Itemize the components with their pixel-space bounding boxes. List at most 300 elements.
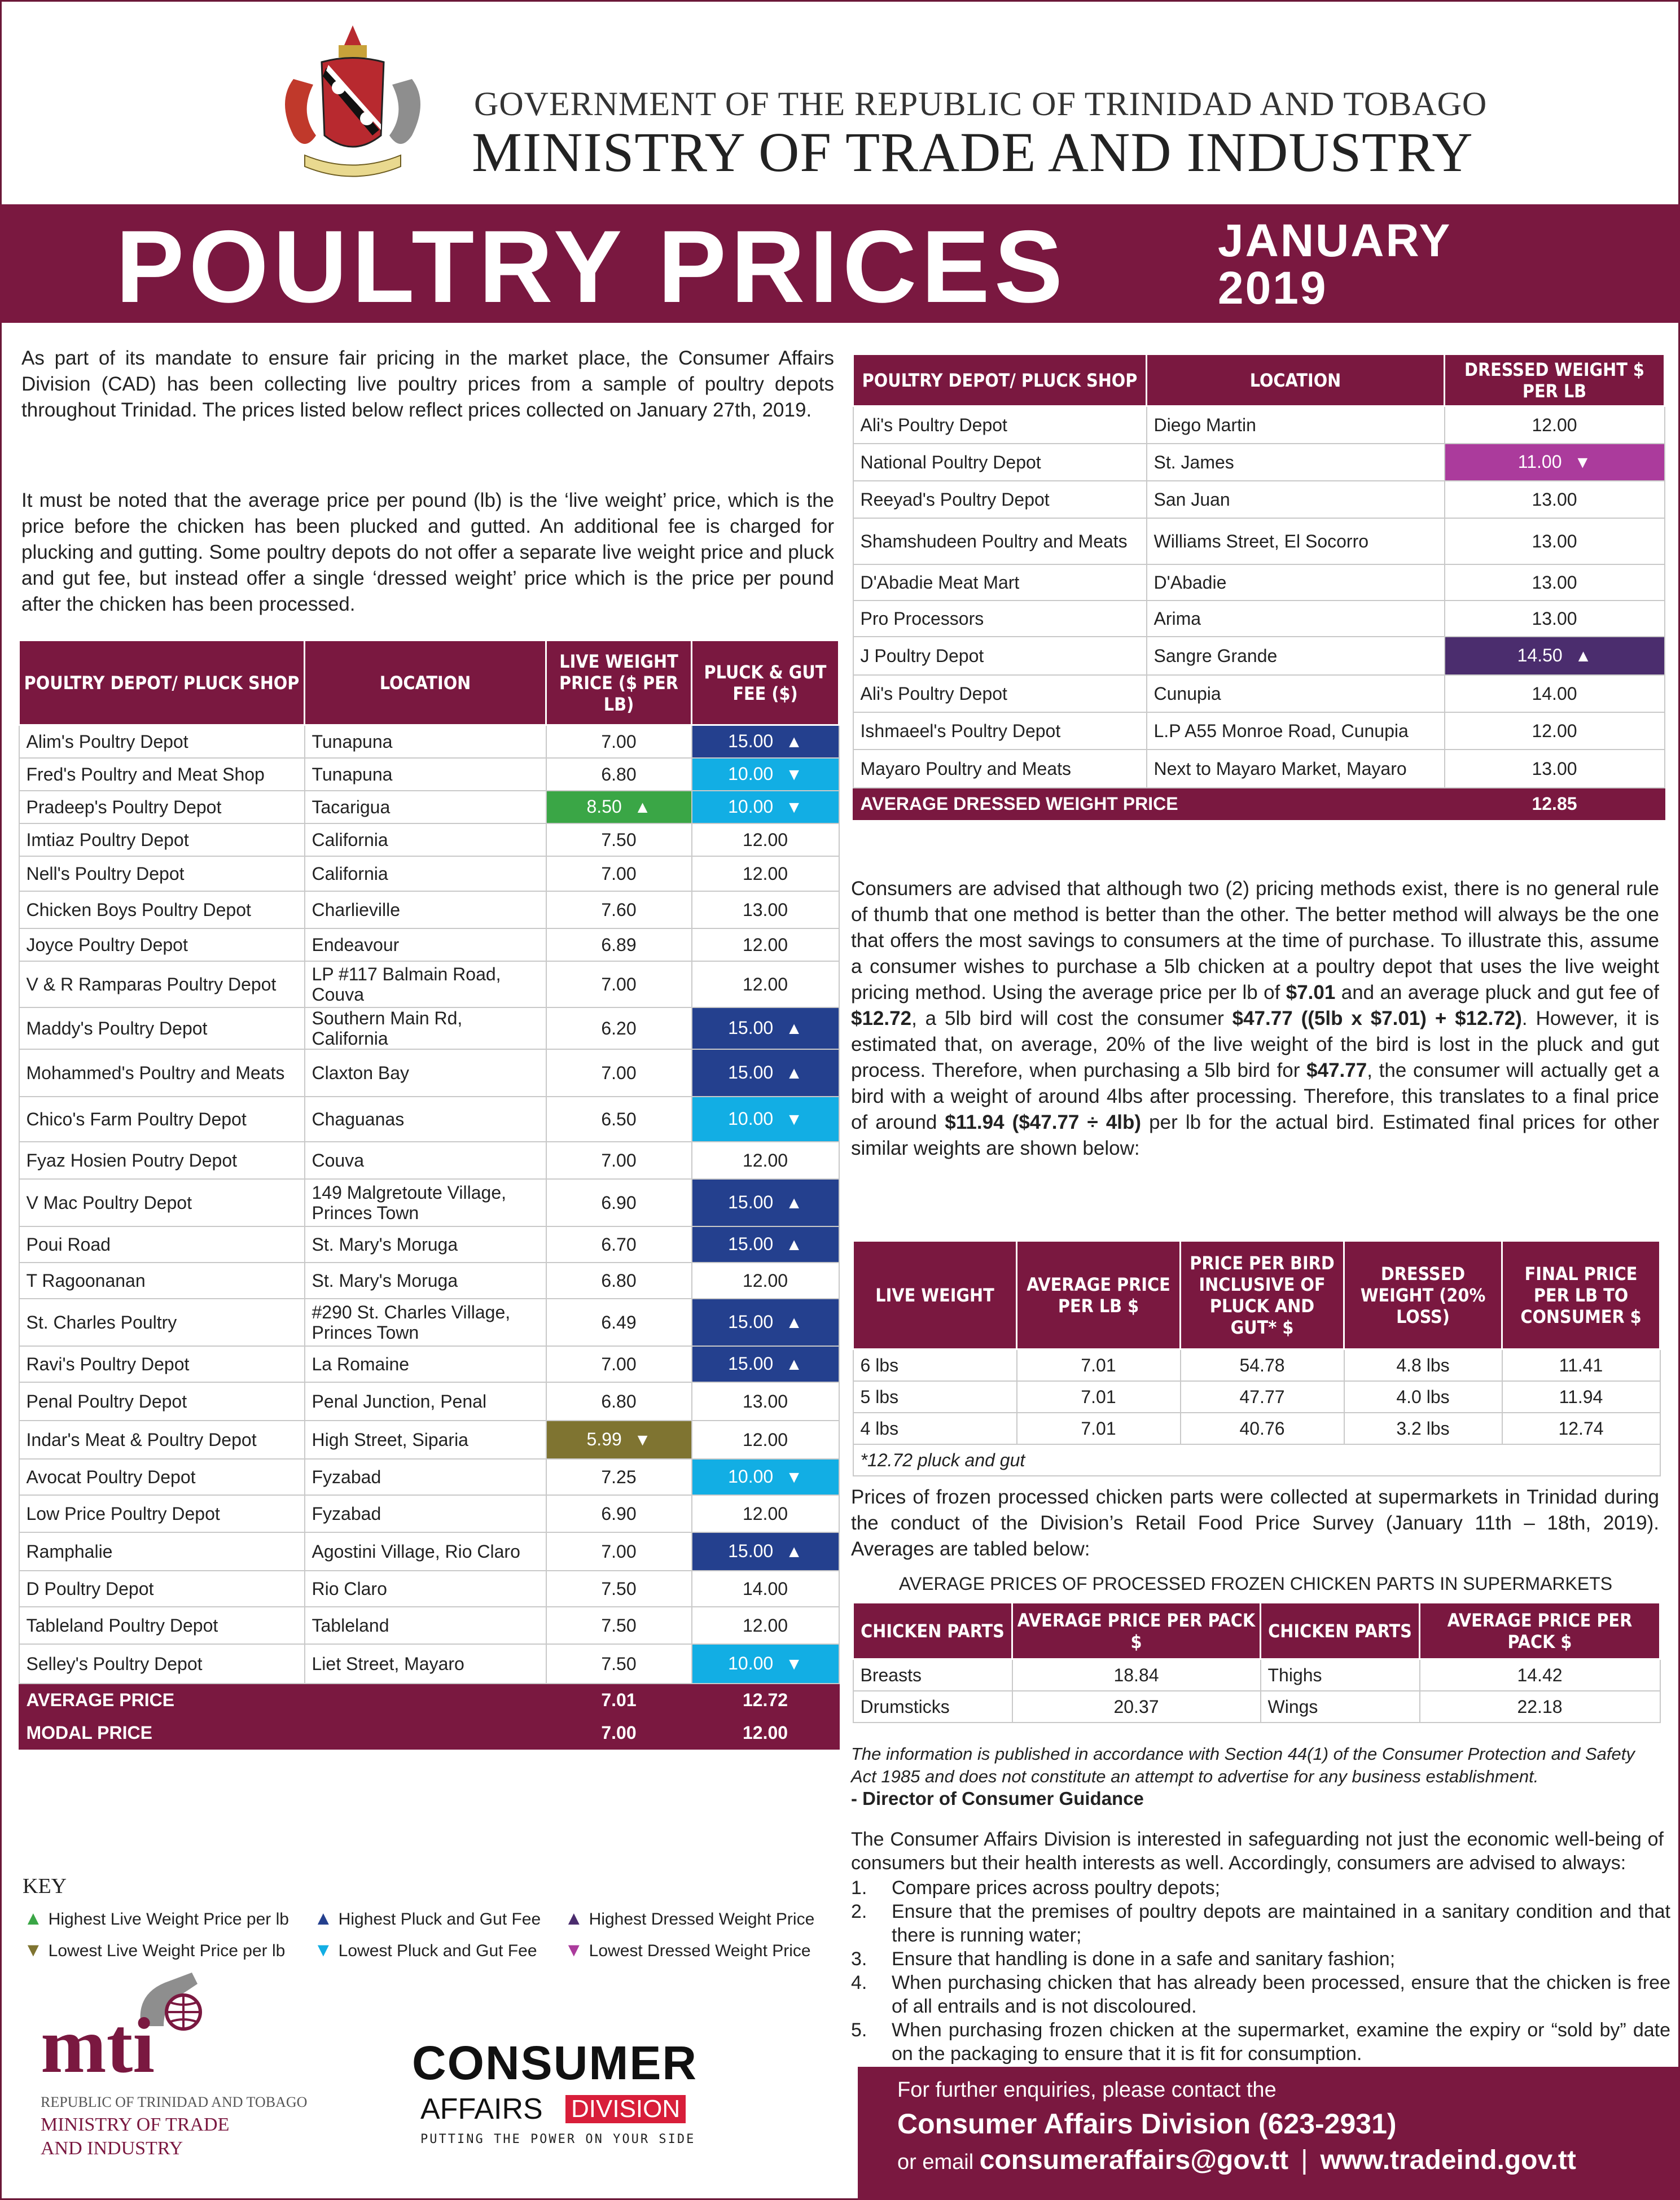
pluck-gut-fee <box>692 823 839 856</box>
live-weight-price <box>546 1644 692 1684</box>
dressed-weight-price <box>1445 481 1665 518</box>
footer-email-link[interactable]: consumeraffairs@gov.tt <box>979 2145 1289 2175</box>
health-item-number: 4. <box>851 1972 867 1993</box>
pluck-gut-fee <box>692 1421 839 1459</box>
live-table-row <box>19 928 839 961</box>
key-label: Highest Pluck and Gut Fee <box>338 1910 541 1929</box>
triangle-down-icon: ▼ <box>786 1654 802 1673</box>
fee-value: 15.00 <box>728 730 774 751</box>
live-table-row <box>19 1049 839 1097</box>
live-weight-value: 7.00 <box>601 1150 637 1171</box>
live-weight-price <box>546 1571 692 1607</box>
division-logo: DIVISION <box>565 2095 686 2123</box>
frozen-part: Drumsticks <box>853 1691 1012 1723</box>
mti-line-1: REPUBLIC OF TRINIDAD AND TOBAGO <box>41 2094 308 2110</box>
triangle-down-icon: ▼ <box>24 1939 43 1961</box>
dressed-price-value: 13.00 <box>1532 572 1577 593</box>
estimate-cell: 4.8 lbs <box>1344 1349 1502 1381</box>
triangle-down-icon: ▼ <box>786 765 802 784</box>
health-item-3 <box>851 1947 1675 1971</box>
dressed-depot-name: Mayaro Poultry and Meats <box>853 750 1147 788</box>
pluck-gut-fee <box>692 791 839 823</box>
live-table-row <box>19 961 839 1007</box>
dressed-table-row <box>853 601 1665 637</box>
live-table-row <box>19 791 839 823</box>
intro-paragraph-1: As part of its mandate to ensure fair pricing in the market place, the Consumer Affairs Division (CAD) has been collecting live poultry prices from a sample of poultry depots throughout Trinidad. The prices listed below reflect prices collected on January 27th, 2019. <box>21 347 834 421</box>
dressed-weight-price <box>1445 750 1665 788</box>
fee-value: 12.00 <box>742 1429 788 1450</box>
health-item-4 <box>851 1971 1675 2018</box>
title-month: JANUARY <box>1218 215 1452 266</box>
dressed-price-value: 13.00 <box>1532 608 1577 629</box>
live-weight-price <box>546 1421 692 1459</box>
estimate-cell: 40.76 <box>1181 1413 1344 1444</box>
dressed-weight-price <box>1445 637 1665 675</box>
fee-value: 12.00 <box>742 1270 788 1291</box>
live-table-row <box>19 1532 839 1571</box>
footer-website-link[interactable]: www.tradeind.gov.tt <box>1320 2145 1576 2175</box>
pluck-gut-fee <box>692 1007 839 1049</box>
depot-name: Tableland Poultry Depot <box>19 1607 305 1644</box>
key-label: Lowest Pluck and Gut Fee <box>338 1942 537 1960</box>
pluck-gut-fee <box>692 1299 839 1346</box>
depot-location: High Street, Siparia <box>305 1421 546 1459</box>
estimate-cell: 6 lbs <box>853 1349 1017 1381</box>
live-table-row <box>19 1226 839 1263</box>
key-label: Lowest Dressed Weight Price <box>589 1942 811 1960</box>
fee-value: 12.00 <box>742 934 788 955</box>
dressed-weight-price <box>1445 601 1665 637</box>
footer-separator: | <box>1301 2145 1308 2175</box>
triangle-down-icon: ▼ <box>786 1467 802 1487</box>
health-item-text: When purchasing chicken that has already been processed, ensure that the chicken is free of all entrails and is not discoloured. <box>892 1972 1670 2017</box>
dressed-header-location: LOCATION <box>1147 354 1445 406</box>
advice-bold-3: $47.77 ((5lb x $7.01) + $12.72) <box>1232 1007 1522 1029</box>
depot-location: Tacarigua <box>305 791 546 823</box>
estimate-header-live-weight: LIVE WEIGHT <box>853 1241 1017 1349</box>
dressed-table-row <box>853 712 1665 750</box>
live-weight-value: 6.20 <box>601 1018 637 1038</box>
dressed-depot-location: Diego Martin <box>1147 406 1445 444</box>
live-weight-table <box>18 639 840 1750</box>
live-table-row <box>19 1299 839 1346</box>
live-table-row <box>19 1263 839 1299</box>
depot-name: Low Price Poultry Depot <box>19 1495 305 1532</box>
health-item-1 <box>851 1876 1675 1900</box>
live-weight-value: 7.25 <box>601 1466 637 1487</box>
dressed-depot-name: Reeyad's Poultry Depot <box>853 481 1147 518</box>
fee-value: 15.00 <box>728 1540 774 1561</box>
depot-location: St. Mary's Moruga <box>305 1226 546 1263</box>
estimate-cell: 11.94 <box>1502 1381 1660 1413</box>
average-fee: 12.72 <box>692 1684 839 1716</box>
live-weight-value: 6.80 <box>601 1270 637 1291</box>
fee-value: 10.00 <box>728 763 774 784</box>
live-table-row <box>19 1007 839 1049</box>
dressed-depot-name: Ishmaeel's Poultry Depot <box>853 712 1147 750</box>
depot-location: Tableland <box>305 1607 546 1644</box>
dressed-table-row <box>853 406 1665 444</box>
depot-location: 149 Malgretoute Village, Princes Town <box>305 1179 546 1226</box>
triangle-up-icon: ▲ <box>634 797 651 817</box>
live-table-row <box>19 1421 839 1459</box>
pluck-gut-fee <box>692 1179 839 1226</box>
estimate-cell: 4.0 lbs <box>1344 1381 1502 1413</box>
depot-name: Maddy's Poultry Depot <box>19 1007 305 1049</box>
ministry-title: MINISTRY OF TRADE AND INDUSTRY <box>472 121 1473 183</box>
live-table-row <box>19 1495 839 1532</box>
triangle-up-icon: ▲ <box>1574 646 1592 665</box>
depot-location: Claxton Bay <box>305 1049 546 1097</box>
live-weight-value: 5.99 <box>586 1428 622 1449</box>
live-weight-value: 7.50 <box>601 1578 637 1599</box>
dressed-price-value: 12.00 <box>1532 414 1577 435</box>
frozen-header-price-1: AVERAGE PRICE PER PACK $ <box>1012 1603 1261 1659</box>
estimate-cell: 4 lbs <box>853 1413 1017 1444</box>
footer-line-2: Consumer Affairs Division (623-2931) <box>897 2108 1397 2140</box>
dressed-depot-location: St. James <box>1147 444 1445 481</box>
advice-bold-5: $11.94 ($47.77 ÷ 4lb) <box>945 1111 1142 1133</box>
live-table-row <box>19 1571 839 1607</box>
advice-paragraph <box>851 876 1659 1162</box>
dressed-weight-price <box>1445 675 1665 712</box>
frozen-header-parts-1: CHICKEN PARTS <box>853 1603 1012 1659</box>
live-table-row <box>19 1142 839 1179</box>
dressed-header-price: DRESSED WEIGHT $ PER LB <box>1445 354 1665 406</box>
pluck-gut-fee <box>692 1263 839 1299</box>
dressed-weight-price <box>1445 518 1665 564</box>
advice-text-5: , the consumer will actually get a bird with a weight of around 4lbs after processing. Therefore, this translates to a final price of around <box>851 1059 1659 1133</box>
dressed-weight-price <box>1445 564 1665 601</box>
dressed-price-value: 12.00 <box>1532 720 1577 741</box>
depot-name: Poui Road <box>19 1226 305 1263</box>
estimate-table-row <box>853 1349 1660 1381</box>
dressed-depot-location: Williams Street, El Socorro <box>1147 518 1445 564</box>
depot-location: Agostini Village, Rio Claro <box>305 1532 546 1571</box>
dressed-depot-location: Next to Mayaro Market, Mayaro <box>1147 750 1445 788</box>
live-table-row <box>19 856 839 891</box>
live-weight-price <box>546 1532 692 1571</box>
live-weight-price <box>546 856 692 891</box>
depot-location: LP #117 Balmain Road, Couva <box>305 961 546 1007</box>
health-item-5 <box>851 2018 1675 2066</box>
dressed-depot-location: Cunupia <box>1147 675 1445 712</box>
pluck-gut-fee <box>692 1097 839 1142</box>
triangle-up-icon: ▲ <box>786 1313 802 1332</box>
dressed-depot-name: J Poultry Depot <box>853 637 1147 675</box>
affairs-logo: AFFAIRS <box>420 2093 543 2126</box>
fee-value: 12.00 <box>742 1503 788 1524</box>
modal-price-label: MODAL PRICE <box>19 1716 546 1749</box>
depot-name: Imtiaz Poultry Depot <box>19 823 305 856</box>
live-table-row <box>19 823 839 856</box>
health-item-2 <box>851 1900 1675 1947</box>
estimate-table-row <box>853 1413 1660 1444</box>
live-weight-value: 6.90 <box>601 1192 637 1213</box>
frozen-header-price-2: AVERAGE PRICE PER PACK $ <box>1420 1603 1660 1659</box>
live-weight-price <box>546 1142 692 1179</box>
estimate-header-final-price: FINAL PRICE PER LB TO CONSUMER $ <box>1502 1241 1660 1349</box>
key-item-lowest-live <box>24 1939 285 1961</box>
average-dressed-price: 12.85 <box>1445 788 1665 819</box>
depot-name: St. Charles Poultry <box>19 1299 305 1346</box>
live-weight-value: 6.80 <box>601 764 637 785</box>
live-header-depot: POULTRY DEPOT/ PLUCK SHOP <box>19 641 305 725</box>
key-label: Highest Dressed Weight Price <box>589 1910 815 1929</box>
live-weight-value: 7.50 <box>601 1615 637 1636</box>
pluck-gut-fee <box>692 1644 839 1684</box>
estimate-table-row <box>853 1381 1660 1413</box>
depot-location: Couva <box>305 1142 546 1179</box>
dressed-depot-name: National Poultry Depot <box>853 444 1147 481</box>
live-weight-value: 6.89 <box>601 934 637 955</box>
intro-paragraph-2: It must be noted that the average price per pound (lb) is the ‘live weight’ price, which is the price before the chicken has been plucked and gutted. An additional fee is charged for plucking and gutting. Some poultry depots do not offer a separate live weight price and pluck and gut fee, but instead offer a single ‘dressed weight’ price which is the price per pound after the chicken has been processed. <box>21 489 834 615</box>
advice-bold-4: $47.77 <box>1306 1059 1367 1081</box>
live-weight-price <box>546 725 692 758</box>
depot-location: California <box>305 823 546 856</box>
triangle-up-icon: ▲ <box>564 1908 584 1929</box>
depot-location: Fyzabad <box>305 1459 546 1495</box>
coat-of-arms-icon <box>260 23 446 192</box>
estimate-header-price-per-bird: PRICE PER BIRD INCLUSIVE OF PLUCK AND GUT* $ <box>1181 1241 1344 1349</box>
pluck-gut-fee <box>692 1049 839 1097</box>
dressed-price-value: 13.00 <box>1532 489 1577 510</box>
live-weight-value: 7.00 <box>601 974 637 994</box>
triangle-down-icon: ▼ <box>634 1430 651 1449</box>
estimate-cell: 7.01 <box>1017 1381 1181 1413</box>
triangle-up-icon: ▲ <box>786 1019 802 1038</box>
pluck-gut-fee <box>692 1532 839 1571</box>
triangle-down-icon: ▼ <box>786 1110 802 1129</box>
estimate-cell: 12.74 <box>1502 1413 1660 1444</box>
live-weight-price <box>546 1179 692 1226</box>
depot-name: Alim's Poultry Depot <box>19 725 305 758</box>
frozen-price: 14.42 <box>1420 1659 1660 1691</box>
disclaimer-text: The information is published in accordance with Section 44(1) of the Consumer Protection and Safety Act 1985 and does not constitute an attempt to advertise for any business establishment. <box>851 1744 1635 1786</box>
estimate-cell: 47.77 <box>1181 1381 1344 1413</box>
advice-text-3: , a 5lb bird will cost the consumer <box>911 1007 1232 1029</box>
depot-name: Joyce Poultry Depot <box>19 928 305 961</box>
depot-name: V & R Ramparas Poultry Depot <box>19 961 305 1007</box>
estimate-cell: 7.01 <box>1017 1349 1181 1381</box>
dressed-table-row <box>853 750 1665 788</box>
advice-text-6: per lb for the actual bird. Estimated final prices for other similar weights are shown below: <box>851 1111 1659 1159</box>
live-weight-value: 7.00 <box>601 1062 637 1083</box>
pluck-gut-fee <box>692 1346 839 1382</box>
dressed-price-value: 11.00 <box>1517 451 1562 472</box>
depot-name: Ravi's Poultry Depot <box>19 1346 305 1382</box>
depot-location: Rio Claro <box>305 1571 546 1607</box>
triangle-up-icon: ▲ <box>786 1542 802 1561</box>
title-year: 2019 <box>1218 262 1328 314</box>
triangle-up-icon: ▲ <box>786 1355 802 1374</box>
dressed-table-row <box>853 481 1665 518</box>
depot-name: Chicken Boys Poultry Depot <box>19 891 305 928</box>
depot-name: V Mac Poultry Depot <box>19 1179 305 1226</box>
advice-text-4: . However, it is estimated that, on average, 20% of the live weight of the bird is lost in the pluck and gut process. Therefore, when purchasing a 5lb bird for <box>851 1007 1659 1081</box>
live-weight-value: 7.00 <box>601 731 637 752</box>
triangle-up-icon: ▲ <box>786 732 802 751</box>
live-weight-price <box>546 891 692 928</box>
depot-name: Chico's Farm Poultry Depot <box>19 1097 305 1142</box>
dressed-table-row <box>853 564 1665 601</box>
health-item-text: Compare prices across poultry depots; <box>892 1877 1221 1899</box>
logo-tagline: PUTTING THE POWER ON YOUR SIDE <box>420 2132 696 2146</box>
live-table-row <box>19 891 839 928</box>
mti-line-3: AND INDUSTRY <box>41 2138 183 2159</box>
key-item-highest-dressed <box>564 1908 814 1930</box>
dressed-weight-price <box>1445 406 1665 444</box>
fee-value: 12.00 <box>742 974 788 994</box>
frozen-price: 18.84 <box>1012 1659 1261 1691</box>
depot-location: Tunapuna <box>305 758 546 791</box>
live-weight-price <box>546 1049 692 1097</box>
live-table-row <box>19 758 839 791</box>
dressed-price-value: 14.00 <box>1532 683 1577 704</box>
live-weight-value: 7.50 <box>601 1653 637 1674</box>
frozen-caption: AVERAGE PRICES OF PROCESSED FROZEN CHICKEN PARTS IN SUPERMARKETS <box>898 1574 1613 1594</box>
dressed-depot-name: Pro Processors <box>853 601 1147 637</box>
dressed-depot-location: San Juan <box>1147 481 1445 518</box>
depot-location: Liet Street, Mayaro <box>305 1644 546 1684</box>
fee-value: 15.00 <box>728 1353 774 1374</box>
mti-line-2: MINISTRY OF TRADE <box>41 2114 230 2135</box>
live-weight-price <box>546 823 692 856</box>
pluck-gut-fee <box>692 725 839 758</box>
estimate-cell: 3.2 lbs <box>1344 1413 1502 1444</box>
frozen-intro: Prices of frozen processed chicken parts were collected at supermarkets in Trinidad during the conduct of the Division’s Retail Food Price Survey (January 11th – 18th, 2019). Averages are tabled below: <box>851 1486 1659 1560</box>
estimate-cell: 54.78 <box>1181 1349 1344 1381</box>
pluck-gut-fee <box>692 961 839 1007</box>
triangle-down-icon: ▼ <box>786 797 802 817</box>
triangle-down-icon: ▼ <box>1574 453 1591 472</box>
disclaimer-signoff: - Director of Consumer Guidance <box>851 1788 1144 1809</box>
live-weight-price <box>546 1459 692 1495</box>
fee-value: 10.00 <box>728 1653 774 1673</box>
pluck-gut-fee <box>692 1142 839 1179</box>
estimate-header-avg-price: AVERAGE PRICE PER LB $ <box>1017 1241 1181 1349</box>
depot-name: Indar's Meat & Poultry Depot <box>19 1421 305 1459</box>
depot-location: La Romaine <box>305 1346 546 1382</box>
depot-name: Selley's Poultry Depot <box>19 1644 305 1684</box>
live-weight-value: 7.00 <box>601 1541 637 1562</box>
live-weight-value: 6.49 <box>601 1312 637 1333</box>
dressed-weight-price <box>1445 712 1665 750</box>
depot-name: Penal Poultry Depot <box>19 1382 305 1421</box>
key-item-lowest-dressed <box>564 1939 811 1961</box>
health-intro: The Consumer Affairs Division is interested in safeguarding not just the economic well-being of consumers but their health interests as well. Accordingly, consumers are advised to always: <box>851 1829 1664 1874</box>
fee-value: 10.00 <box>728 1466 774 1487</box>
live-weight-price <box>546 791 692 823</box>
live-weight-price <box>546 1382 692 1421</box>
fee-value: 13.00 <box>742 1391 788 1412</box>
live-weight-price <box>546 1346 692 1382</box>
footer-line-3 <box>897 2145 1576 2176</box>
live-weight-value: 7.00 <box>601 863 637 884</box>
key-label: Highest Live Weight Price per lb <box>48 1910 289 1929</box>
depot-name: Fyaz Hosien Poutry Depot <box>19 1142 305 1179</box>
frozen-parts-table <box>852 1602 1661 1723</box>
modal-fee: 12.00 <box>692 1716 839 1749</box>
dressed-price-value: 13.00 <box>1532 758 1577 779</box>
pluck-gut-fee <box>692 928 839 961</box>
live-weight-value: 6.80 <box>601 1391 637 1412</box>
frozen-price: 20.37 <box>1012 1691 1261 1723</box>
estimate-table <box>852 1240 1661 1476</box>
pluck-gut-fee <box>692 758 839 791</box>
estimate-note: *12.72 pluck and gut <box>853 1444 1660 1476</box>
pluck-gut-fee <box>692 1495 839 1532</box>
fee-value: 10.00 <box>728 796 774 817</box>
depot-location: Chaguanas <box>305 1097 546 1142</box>
dressed-depot-name: Ali's Poultry Depot <box>853 675 1147 712</box>
live-header-live-price: LIVE WEIGHT PRICE ($ PER LB) <box>546 641 692 725</box>
estimate-header-dressed-weight: DRESSED WEIGHT (20% LOSS) <box>1344 1241 1502 1349</box>
triangle-up-icon: ▲ <box>24 1908 43 1929</box>
health-item-number: 3. <box>851 1948 867 1970</box>
depot-name: T Ragoonanan <box>19 1263 305 1299</box>
health-item-number: 5. <box>851 2019 867 2041</box>
frozen-header-parts-2: CHICKEN PARTS <box>1261 1603 1420 1659</box>
health-item-text: Ensure that the premises of poultry depots are maintained in a sanitary condition and that there is running water; <box>892 1901 1670 1946</box>
key-item-highest-live <box>24 1908 289 1930</box>
dressed-depot-location: Sangre Grande <box>1147 637 1445 675</box>
live-weight-value: 7.00 <box>601 1353 637 1374</box>
live-table-row <box>19 1097 839 1142</box>
government-title: GOVERNMENT OF THE REPUBLIC OF TRINIDAD AND TOBAGO <box>474 85 1488 122</box>
dressed-header-depot: POULTRY DEPOT/ PLUCK SHOP <box>853 354 1147 406</box>
health-item-text: When purchasing frozen chicken at the supermarket, examine the expiry or “sold by” date on the packaging to ensure that it is fit for consumption. <box>892 2019 1670 2065</box>
frozen-part: Wings <box>1261 1691 1420 1723</box>
fee-value: 12.00 <box>742 1150 788 1171</box>
fee-value: 15.00 <box>728 1191 774 1212</box>
depot-location: Tunapuna <box>305 725 546 758</box>
pluck-gut-fee <box>692 1607 839 1644</box>
live-weight-price <box>546 1263 692 1299</box>
average-live-price: 7.01 <box>546 1684 692 1716</box>
live-weight-value: 6.70 <box>601 1234 637 1255</box>
depot-location: Penal Junction, Penal <box>305 1382 546 1421</box>
pluck-gut-fee <box>692 1382 839 1421</box>
live-table-row <box>19 1459 839 1495</box>
fee-value: 13.00 <box>742 899 788 920</box>
footer-email-prefix: or email <box>897 2150 980 2174</box>
live-table-row <box>19 1382 839 1421</box>
depot-location: Fyzabad <box>305 1495 546 1532</box>
live-table-row <box>19 1346 839 1382</box>
depot-location: Southern Main Rd, California <box>305 1007 546 1049</box>
live-weight-price <box>546 1097 692 1142</box>
fee-value: 15.00 <box>728 1233 774 1254</box>
live-weight-price <box>546 1007 692 1049</box>
live-header-location: LOCATION <box>305 641 546 725</box>
live-table-row <box>19 1607 839 1644</box>
fee-value: 15.00 <box>728 1017 774 1038</box>
live-weight-price <box>546 758 692 791</box>
dressed-table-row <box>853 444 1665 481</box>
pluck-gut-fee <box>692 1571 839 1607</box>
triangle-up-icon: ▲ <box>786 1235 802 1254</box>
health-item-number: 1. <box>851 1877 867 1899</box>
fee-value: 15.00 <box>728 1062 774 1083</box>
depot-location: California <box>305 856 546 891</box>
page-title: POULTRY PRICES <box>116 209 1068 324</box>
dressed-table-row <box>853 637 1665 675</box>
advice-bold-1: $7.01 <box>1286 981 1336 1003</box>
live-weight-value: 7.50 <box>601 829 637 850</box>
dressed-weight-table <box>852 353 1665 820</box>
fee-value: 15.00 <box>728 1311 774 1332</box>
